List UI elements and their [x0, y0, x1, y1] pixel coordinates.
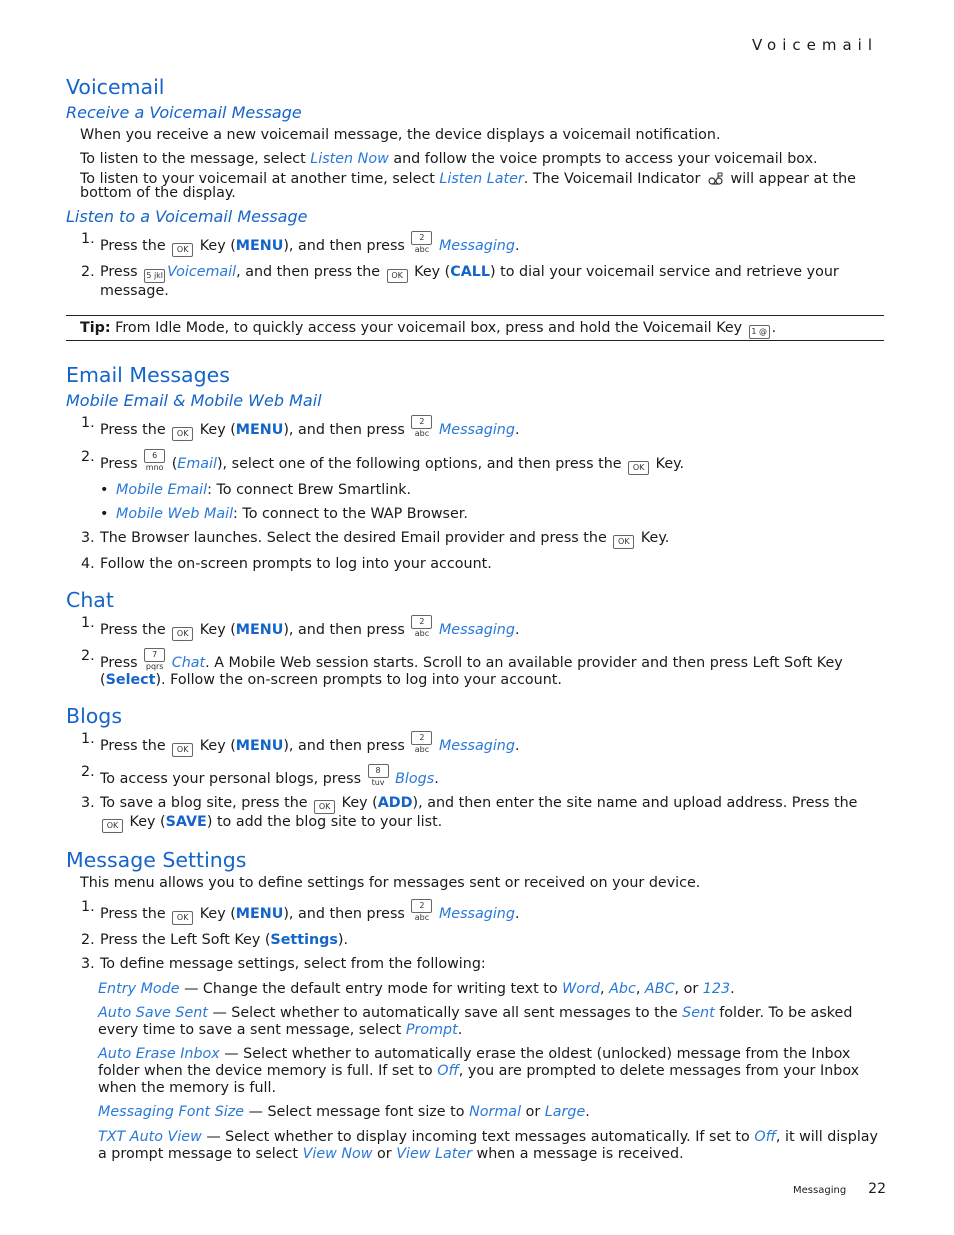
- ok-key-icon: OK: [172, 243, 193, 257]
- page-footer: [793, 1181, 886, 1197]
- listen-now-link: Listen Now: [310, 151, 389, 167]
- chat-step-1: 1. Press the OK Key (MENU), and then press 2 abc Messaging.: [66, 615, 884, 641]
- section-title-blogs: Blogs: [66, 704, 122, 728]
- key-8-icon: 8 tuv: [368, 764, 389, 778]
- ok-key-icon: OK: [613, 535, 634, 549]
- option-txt-auto-view: TXT Auto View — Select whether to display incoming text messages automatically. If set to Off, it will display a prompt message to select View Now or View Later when a message is received.: [98, 1129, 879, 1162]
- page-number: 22: [868, 1181, 886, 1197]
- settings-intro: This menu allows you to define settings for messages sent or received on your device.: [80, 875, 701, 891]
- receive-paragraph-1: When you receive a new voicemail message, the device displays a voicemail notification.: [80, 127, 721, 143]
- option-auto-save-sent: Auto Save Sent — Select whether to automatically save all sent messages to the Sent folder. To be asked every time to save a sent message, select Prompt.: [98, 1005, 853, 1038]
- receive-paragraph-3: To listen to your voicemail at another time, select Listen Later. The Voicemail Indicator will appear at the bottom of the display.: [80, 171, 856, 201]
- subsection-receive: Receive a Voicemail Message: [66, 103, 302, 122]
- settings-step-2: 2. Press the Left Soft Key (Settings).: [81, 932, 349, 948]
- key-5-icon: 5 jkl: [144, 269, 165, 283]
- key-2-icon: 2 abc: [411, 899, 432, 913]
- chat-step-2: 2. Press 7 pqrs Chat. A Mobile Web session starts. Scroll to an available provider and then press Left Soft Key (Select). Follow the on-screen prompts to log into your account.: [81, 648, 843, 688]
- key-2-icon: 2 abc: [411, 231, 432, 245]
- email-step-4: 4. Follow the on-screen prompts to log into your account.: [81, 556, 492, 572]
- blogs-step-2: 2. To access your personal blogs, press 8 tuv Blogs.: [81, 764, 439, 787]
- footer-section: Messaging: [793, 1185, 847, 1196]
- email-step-1: 1. Press the OK Key (MENU), and then press 2 abc Messaging.: [66, 415, 884, 441]
- key-2-icon: 2 abc: [411, 615, 432, 629]
- email-step-3: 3. The Browser launches. Select the desired Email provider and press the OK Key.: [66, 530, 884, 549]
- listen-step-2: 2. Press 5 jkl Voicemail, and then press the OK Key (CALL) to dial your voicemail service and retrieve your message.: [81, 264, 839, 299]
- ok-key-icon: OK: [172, 911, 193, 925]
- email-option-web-mail: • Mobile Web Mail: To connect to the WAP Browser.: [100, 506, 468, 522]
- running-head: Voicemail: [751, 36, 878, 54]
- ok-key-icon: OK: [628, 461, 649, 475]
- tip-box: Tip: From Idle Mode, to quickly access your voicemail box, press and hold the Voicemail Key 1 @ .: [66, 315, 884, 341]
- ok-key-icon: OK: [102, 819, 123, 833]
- subsection-mobile-email: Mobile Email & Mobile Web Mail: [66, 391, 322, 410]
- email-option-mobile-email: • Mobile Email: To connect Brew Smartlink.: [100, 482, 412, 498]
- key-2-icon: 2 abc: [411, 415, 432, 429]
- tip-label: Tip:: [80, 320, 111, 336]
- ok-key-icon: OK: [172, 427, 193, 441]
- ok-key-icon: OK: [172, 743, 193, 757]
- key-6-icon: 6 mno: [145, 451, 164, 472]
- listen-later-link: Listen Later: [439, 171, 524, 187]
- voicemail-indicator-icon: [707, 172, 724, 186]
- blogs-step-1: 1. Press the OK Key (MENU), and then press 2 abc Messaging.: [66, 731, 884, 757]
- blogs-step-3: 3. To save a blog site, press the OK Key (ADD), and then enter the site name and upload address. Press the OK Key (SAVE) to add the blog site to your list.: [66, 795, 884, 833]
- listen-step-1: 1. Press the OK Key (MENU), and then press 2 abc Messaging.: [66, 231, 884, 257]
- section-title-chat: Chat: [66, 588, 114, 612]
- key-2-icon: 2 abc: [411, 731, 432, 745]
- ok-key-icon: OK: [172, 627, 193, 641]
- subsection-listen: Listen to a Voicemail Message: [66, 207, 308, 226]
- voicemail-key-icon: 1 @: [749, 325, 770, 339]
- section-title-voicemail: Voicemail: [66, 75, 165, 99]
- option-entry-mode: Entry Mode — Change the default entry mode for writing text to Word, Abc, ABC, or 123.: [98, 981, 735, 997]
- option-auto-erase-inbox: Auto Erase Inbox — Select whether to automatically erase the oldest (unlocked) message from the Inbox folder when the device memory is full. If set to Off, you are prompted to delete messages from your Inbox when the memory is full.: [98, 1046, 860, 1096]
- section-title-message-settings: Message Settings: [66, 848, 247, 872]
- key-7-icon: 7 pqrs: [145, 650, 164, 671]
- settings-step-1: 1. Press the OK Key (MENU), and then press 2 abc Messaging.: [66, 899, 884, 925]
- option-font-size: Messaging Font Size — Select message font size to Normal or Large.: [98, 1104, 590, 1120]
- receive-paragraph-2: To listen to the message, select Listen Now and follow the voice prompts to access your voicemail box.: [80, 151, 818, 167]
- settings-step-3: 3. To define message settings, select from the following:: [81, 956, 486, 972]
- email-step-2: 2. Press 6 mno (Email), select one of the following options, and then press the OK Key.: [66, 449, 884, 475]
- ok-key-icon: OK: [387, 269, 408, 283]
- page-content: [66, 72, 884, 1163]
- section-title-email: Email Messages: [66, 363, 230, 387]
- ok-key-icon: OK: [314, 800, 335, 814]
